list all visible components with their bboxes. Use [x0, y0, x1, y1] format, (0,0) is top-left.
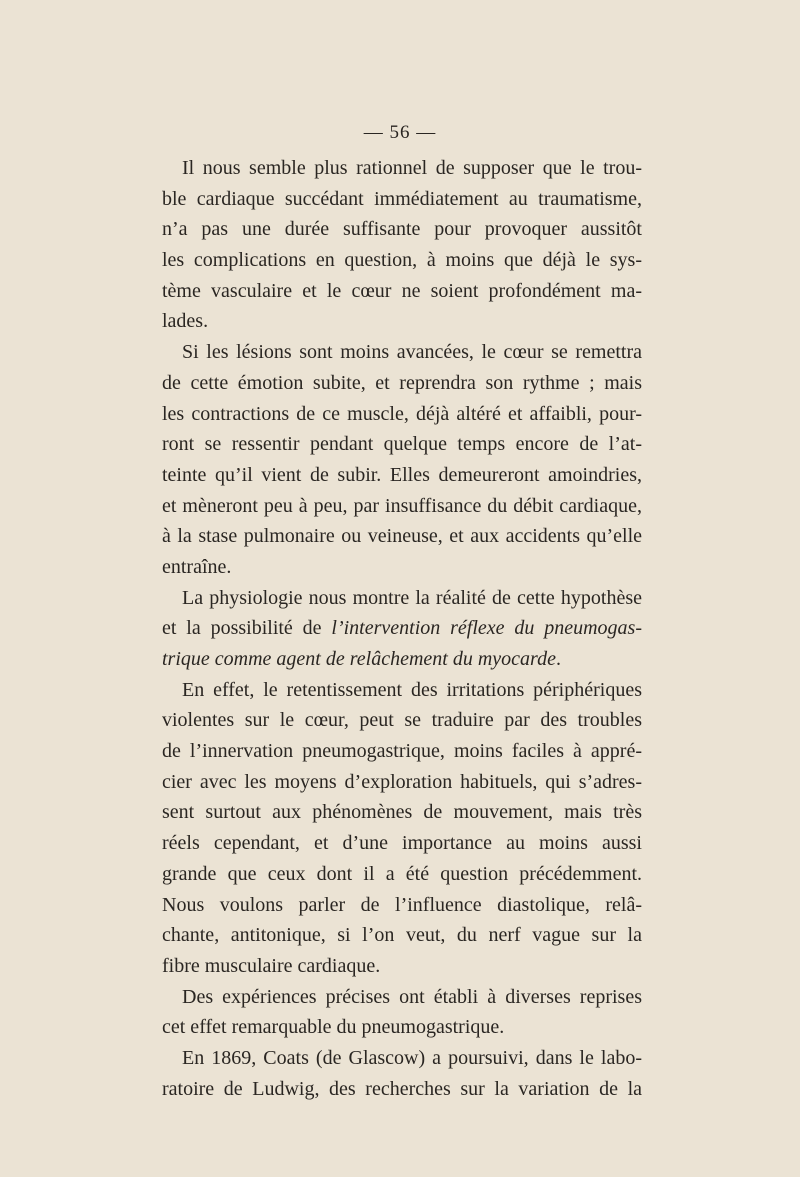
text-run: La physiologie nous montre la réalité de cette hypothèse: [182, 586, 642, 609]
text-line: [162, 705, 642, 736]
text-run: Il nous semble plus rationnel de supposer que le trou-: [182, 157, 642, 179]
text-run: violentes sur le cœur, peut se traduire par des troubles: [162, 709, 642, 732]
text-line: [162, 613, 642, 644]
text-line: [162, 337, 642, 368]
text-run: tème vasculaire et le cœur ne soient profondément ma-: [162, 279, 642, 302]
text-run: cet effet remarquable du pneumogastrique.: [162, 1016, 505, 1039]
text-line: [162, 859, 642, 890]
text-line: [162, 828, 642, 859]
text-line: [162, 491, 642, 522]
text-run: les contractions de ce muscle, déjà altéré et affaibli, pour-: [162, 402, 642, 425]
text-run: .: [555, 648, 561, 670]
text-line: [162, 153, 642, 184]
text-run: Nous voulons parler de l’influence diastolique, relâ-: [162, 893, 642, 916]
text-run: En 1869, Coats (de Glascow) a poursuivi, dans le labo-: [182, 1046, 642, 1069]
text-line: [162, 583, 642, 614]
text-run: ront se ressentir pendant quelque temps encore de l’at-: [162, 433, 642, 456]
italic-run: l’intervention réflexe du pneumogas-: [331, 617, 642, 640]
text-line: [162, 276, 642, 307]
text-line: [162, 951, 642, 982]
text-line: [162, 552, 642, 583]
text-run: Si les lésions sont moins avancées, le cœur se remettra: [182, 341, 642, 364]
text-line: [162, 214, 642, 245]
text-run: de l’innervation pneumogastrique, moins faciles à appré-: [162, 740, 642, 763]
text-run: n’a pas une durée suffisante pour provoquer aussitôt: [162, 218, 642, 241]
text-line: [162, 429, 642, 460]
text-line: [162, 1074, 642, 1105]
text-run: de cette émotion subite, et reprendra son rythme ; mais: [162, 371, 642, 394]
text-line: [162, 184, 642, 215]
text-line: [162, 1012, 642, 1043]
text-line: [162, 797, 642, 828]
text-line: [162, 245, 642, 276]
text-run: et la possibilité de: [162, 617, 332, 640]
text-run: entraîne.: [162, 555, 232, 578]
text-run: et mèneront peu à peu, par insuffisance du débit cardiaque,: [162, 494, 642, 517]
text-line: [162, 890, 642, 921]
text-line: [162, 399, 642, 430]
text-line: [162, 675, 642, 706]
text-line: [162, 982, 642, 1013]
italic-run: trique comme agent de relâchement du myocarde: [162, 648, 556, 670]
text-run: Des expériences précises ont établi à diverses reprises: [182, 985, 642, 1008]
text-run: sent surtout aux phénomènes de mouvement, mais très: [162, 801, 642, 824]
text-run: fibre musculaire cardiaque.: [162, 954, 381, 977]
text-line: [162, 306, 642, 337]
text-line: [162, 1043, 642, 1074]
text-line: [162, 460, 642, 491]
text-line: [162, 920, 642, 951]
text-run: lades.: [162, 310, 209, 333]
text-line: [162, 368, 642, 399]
text-run: les complications en question, à moins que déjà le sys-: [162, 249, 642, 272]
page-number: — 56 —: [363, 122, 437, 143]
text-run: teinte qu’il vient de subir. Elles demeureront amoindries,: [162, 463, 642, 486]
text-line: [162, 644, 642, 675]
text-run: En effet, le retentissement des irritations périphériques: [182, 678, 642, 701]
text-run: ble cardiaque succédant immédiatement au traumatisme,: [162, 187, 642, 210]
text-run: cier avec les moyens d’exploration habituels, qui s’adres-: [162, 770, 642, 793]
text-run: chante, antitonique, si l’on veut, du nerf vague sur la: [162, 924, 642, 947]
text-line: [162, 767, 642, 798]
text-run: ratoire de Ludwig, des recherches sur la variation de la: [162, 1077, 642, 1100]
text-run: à la stase pulmonaire ou veineuse, et aux accidents qu’elle: [162, 525, 642, 548]
text-line: [162, 521, 642, 552]
text-run: réels cependant, et d’une importance au moins aussi: [162, 832, 642, 855]
text-line: [162, 736, 642, 767]
text-run: grande que ceux dont il a été question précédemment.: [162, 862, 642, 885]
body-text: [162, 153, 642, 1104]
